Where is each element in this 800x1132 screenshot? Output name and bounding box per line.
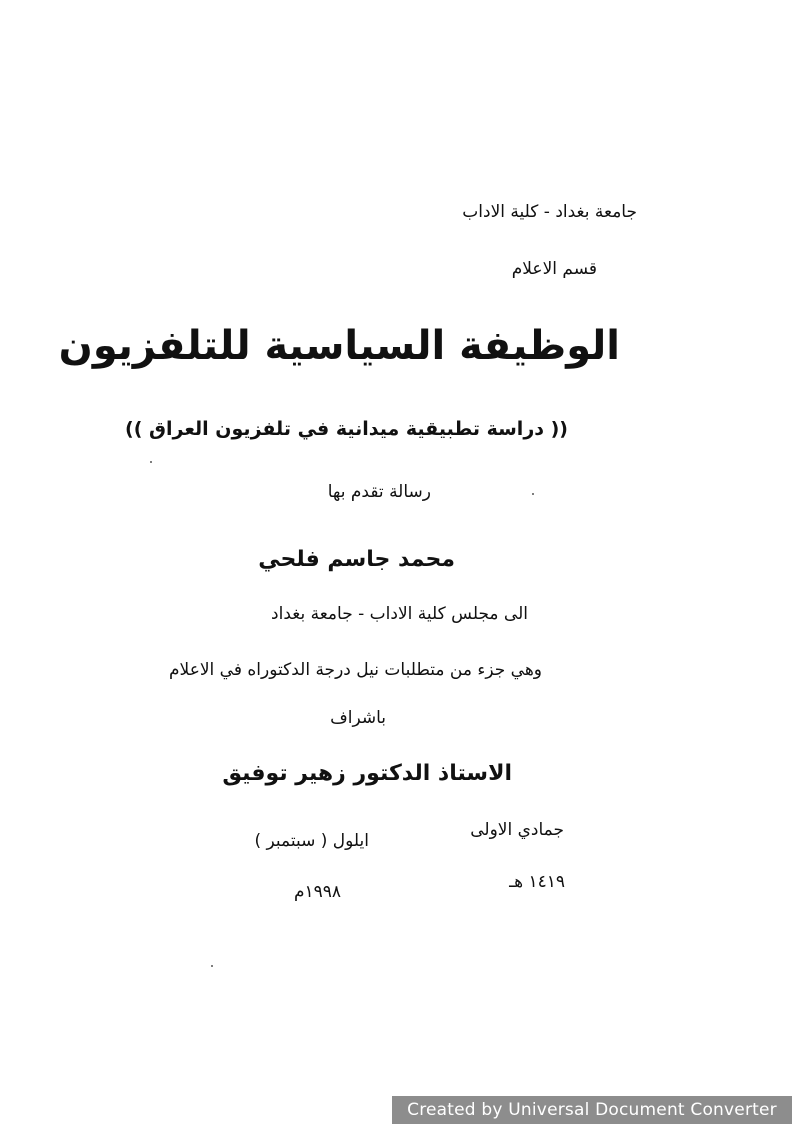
submitted-to-line: الى مجلس كلية الاداب - جامعة بغداد	[271, 604, 528, 624]
supervision-label: باشراف	[330, 708, 386, 728]
hijri-month: جمادي الاولى	[470, 820, 564, 840]
author-name: محمد جاسم فلحي	[258, 547, 455, 572]
scan-speck	[211, 965, 213, 967]
department-line: قسم الاعلام	[511, 259, 597, 279]
university-college-line: جامعة بغداد - كلية الاداب	[462, 202, 637, 222]
gregorian-month: ايلول ( سبتمبر )	[254, 831, 369, 851]
scan-speck	[150, 461, 152, 463]
thesis-subtitle: (( دراسة تطبيقية ميدانية في تلفزيون العراق ))	[125, 418, 568, 440]
scan-speck	[532, 493, 534, 495]
submitted-by-label: رسالة تقدم بها	[327, 482, 431, 502]
thesis-title: الوظيفة السياسية للتلفزيون	[58, 323, 620, 369]
supervisor-name: الاستاذ الدكتور زهير توفيق	[222, 761, 512, 786]
hijri-year: ١٤١٩ هـ	[509, 872, 565, 892]
gregorian-year: ١٩٩٨م	[293, 882, 341, 902]
converter-watermark: Created by Universal Document Converter	[392, 1096, 792, 1124]
degree-note-line: وهي جزء من متطلبات نيل درجة الدكتوراه في الاعلام	[169, 660, 542, 680]
